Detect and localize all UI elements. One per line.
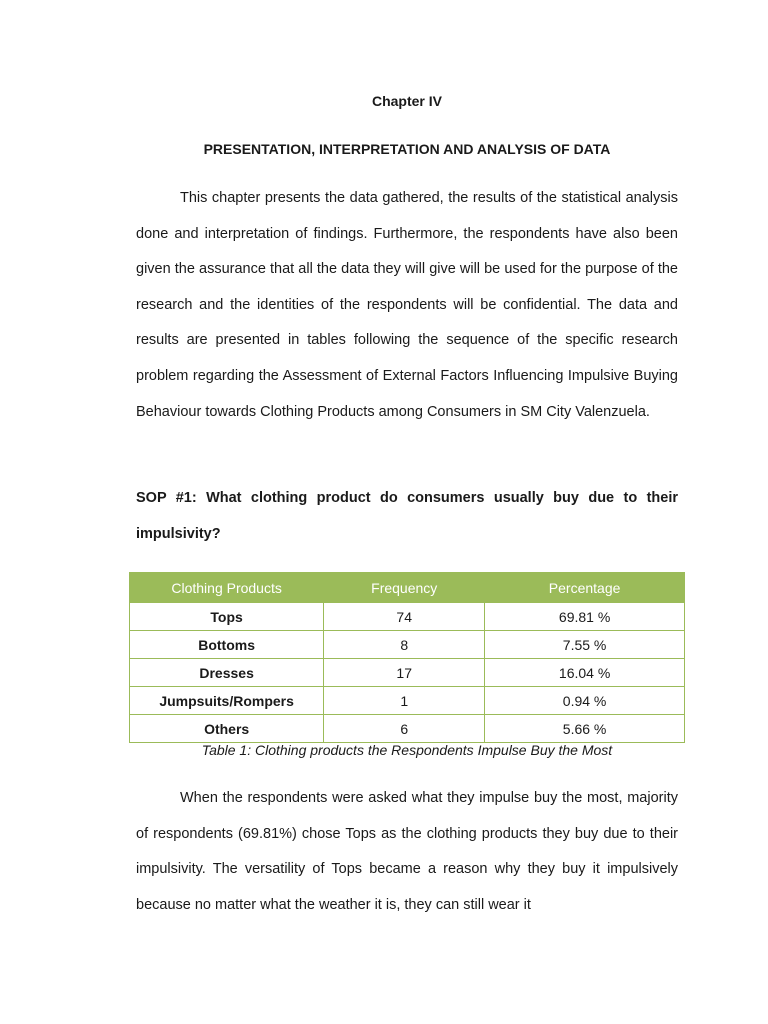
table-header-row <box>130 573 685 603</box>
analysis-paragraph <box>136 781 678 923</box>
cell-product: Bottoms <box>130 631 324 659</box>
cell-frequency: 17 <box>324 659 485 687</box>
cell-frequency: 74 <box>324 603 485 631</box>
cell-product: Others <box>130 715 324 743</box>
header-clothing-products: Clothing Products <box>130 573 324 603</box>
cell-frequency: 6 <box>324 715 485 743</box>
cell-product: Tops <box>130 603 324 631</box>
cell-product: Dresses <box>130 659 324 687</box>
table-row <box>130 715 685 743</box>
clothing-products-table <box>129 572 685 743</box>
cell-frequency: 8 <box>324 631 485 659</box>
analysis-paragraph-text: When the respondents were asked what they impulse buy the most, majority of respondents (69.81%) chose Tops as the clothing products they buy due to their impulsivity. The versatility of Tops became a reason why they buy it impulsively because no matter what the weather it is, they can still wear it <box>136 790 678 913</box>
header-percentage: Percentage <box>485 573 685 603</box>
header-frequency: Frequency <box>324 573 485 603</box>
cell-product: Jumpsuits/Rompers <box>130 687 324 715</box>
table-row <box>130 659 685 687</box>
cell-percentage: 16.04 % <box>485 659 685 687</box>
cell-percentage: 7.55 % <box>485 631 685 659</box>
sop-heading: SOP #1: What clothing product do consumers usually buy due to their impulsivity? <box>136 490 678 542</box>
table-row <box>130 603 685 631</box>
cell-percentage: 69.81 % <box>485 603 685 631</box>
cell-percentage: 5.66 % <box>485 715 685 743</box>
section-title: PRESENTATION, INTERPRETATION AND ANALYSIS OF DATA <box>203 141 611 157</box>
table-row <box>130 631 685 659</box>
cell-percentage: 0.94 % <box>485 687 685 715</box>
table-row <box>130 687 685 715</box>
cell-frequency: 1 <box>324 687 485 715</box>
table-caption: Table 1: Clothing products the Respondents Impulse Buy the Most <box>201 742 613 758</box>
intro-paragraph-text: This chapter presents the data gathered, the results of the statistical analysis done and interpretation of findings. Furthermore, the respondents have also been given the assurance that all the data they will give will be used for the purpose of the research and the identities of the respondents will be confidential. The data and results are presented in tables following the sequence of the specific research problem regarding the Assessment of External Factors Influencing Impulsive Buying Behaviour towards Clothing Products among Consumers in SM City Valenzuela. <box>136 190 678 420</box>
chapter-heading: Chapter IV <box>371 93 442 109</box>
intro-paragraph <box>136 181 678 430</box>
